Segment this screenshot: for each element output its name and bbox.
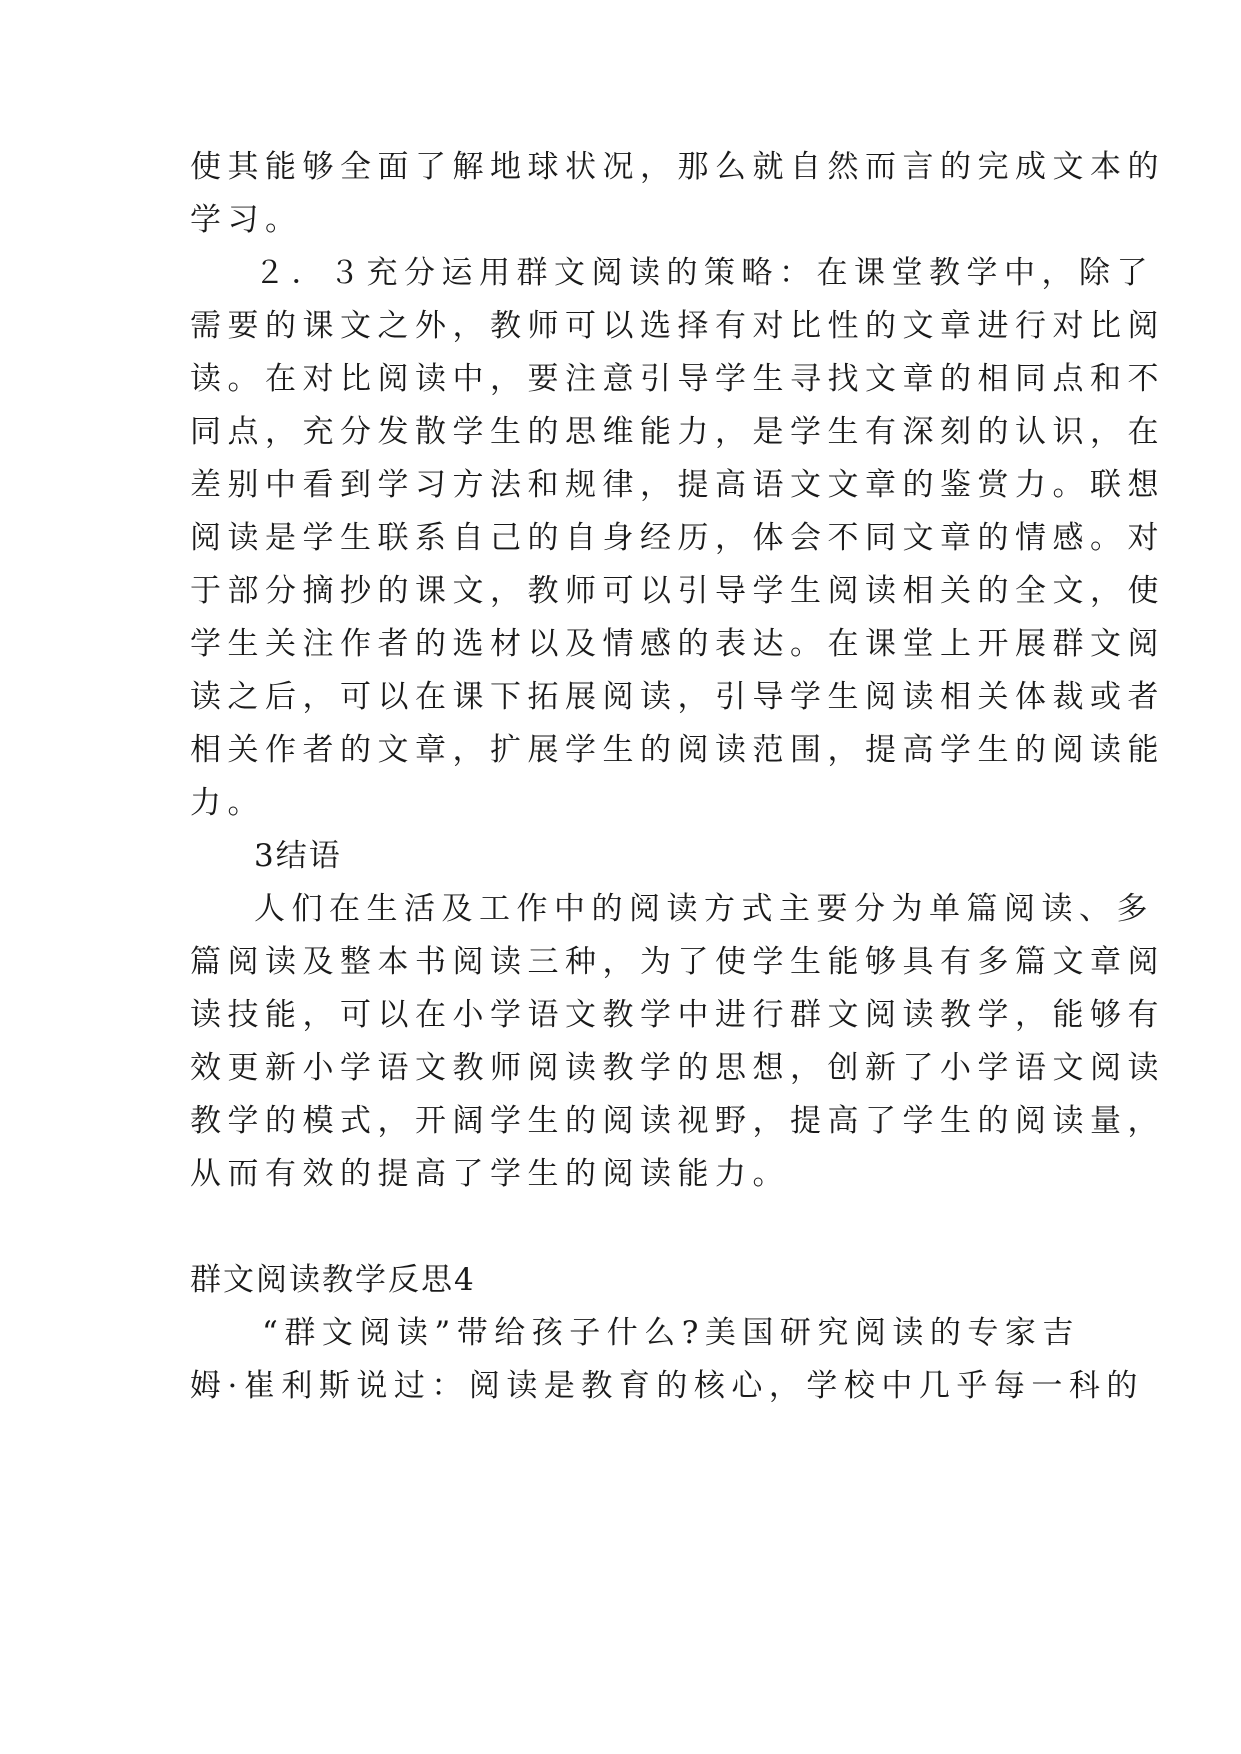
paragraph-line: “群文阅读”带给孩子什么?美国研究阅读的专家吉 xyxy=(262,1315,1080,1351)
paragraph-line: 从而有效的提高了学生的阅读能力。 xyxy=(190,1156,790,1192)
paragraph-line: 阅读是学生联系自己的自身经历，体会不同文章的情感。对 xyxy=(190,520,1165,556)
paragraph-line: 差别中看到学习方法和规律，提高语文文章的鉴赏力。联想 xyxy=(190,467,1165,503)
paragraph-line: 相关作者的文章，扩展学生的阅读范围，提高学生的阅读能 xyxy=(190,732,1165,768)
section-heading: 3结语 xyxy=(254,838,342,874)
paragraph-line: 需要的课文之外，教师可以选择有对比性的文章进行对比阅 xyxy=(190,308,1165,344)
paragraph-line: 于部分摘抄的课文，教师可以引导学生阅读相关的全文，使 xyxy=(190,573,1165,609)
paragraph-line: 读技能，可以在小学语文教学中进行群文阅读教学，能够有 xyxy=(190,997,1165,1033)
paragraph-line: 教学的模式，开阔学生的阅读视野，提高了学生的阅读量， xyxy=(190,1103,1165,1139)
paragraph-line: 效更新小学语文教师阅读教学的思想，创新了小学语文阅读 xyxy=(190,1050,1165,1086)
paragraph-line: 读之后，可以在课下拓展阅读，引导学生阅读相关体裁或者 xyxy=(190,679,1165,715)
paragraph-line: 同点，充分发散学生的思维能力，是学生有深刻的认识，在 xyxy=(190,414,1165,450)
paragraph-line: 学生关注作者的选材以及情感的表达。在课堂上开展群文阅 xyxy=(190,626,1165,662)
article-title: 群文阅读教学反思4 xyxy=(190,1262,476,1298)
paragraph-line: 姆·崔利斯说过：阅读是教育的核心，学校中几乎每一科的 xyxy=(190,1368,1144,1404)
paragraph-line: 人们在生活及工作中的阅读方式主要分为单篇阅读、多 xyxy=(254,891,1154,927)
paragraph-line: 学习。 xyxy=(190,202,303,238)
paragraph-line: 使其能够全面了解地球状况，那么就自然而言的完成文本的 xyxy=(190,149,1165,185)
paragraph-line: 读。在对比阅读中，要注意引导学生寻找文章的相同点和不 xyxy=(190,361,1165,397)
section-heading-line: ２．３充分运用群文阅读的策略：在课堂教学中，除了 xyxy=(254,255,1154,291)
paragraph-line: 力。 xyxy=(190,785,265,821)
paragraph-line: 篇阅读及整本书阅读三种，为了使学生能够具有多篇文章阅 xyxy=(190,944,1165,980)
